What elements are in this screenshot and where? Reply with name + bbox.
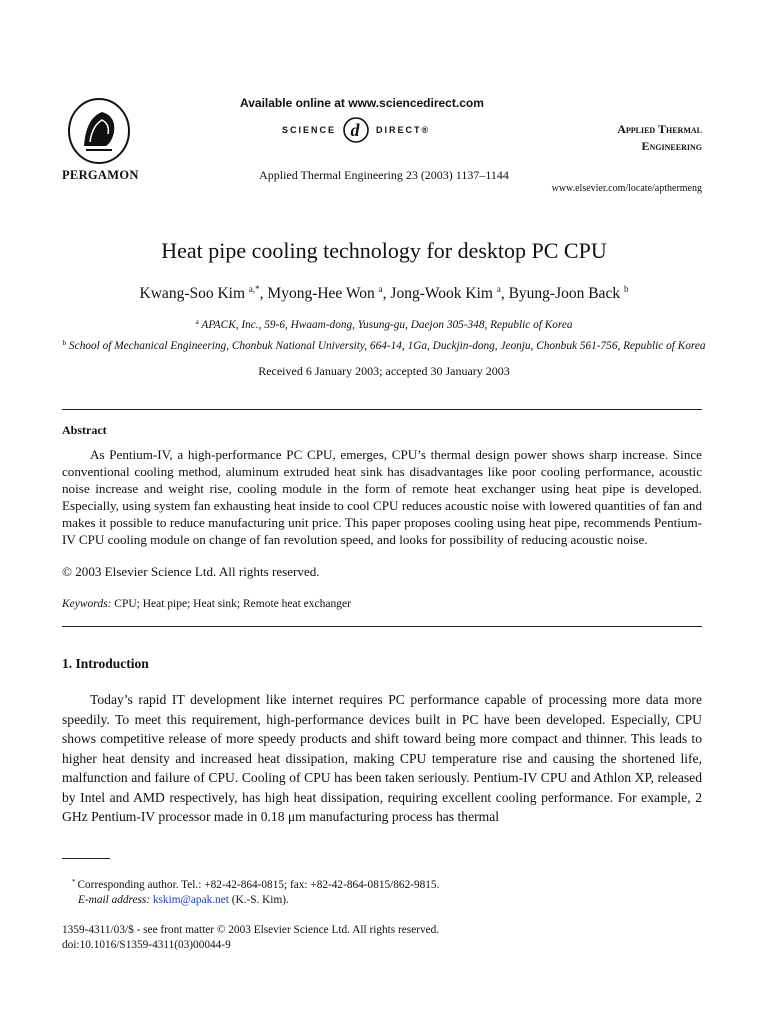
section-heading: 1. Introduction [62, 656, 149, 671]
keywords [62, 598, 351, 610]
sciencedirect-logo [282, 116, 430, 144]
author-separator: , [500, 285, 509, 302]
keywords-list: CPU; Heat pipe; Heat sink; Remote heat exchanger [114, 598, 351, 610]
direct-word: DIRECT® [376, 125, 431, 135]
received-dates: Received 6 January 2003; accepted 30 January 2003 [258, 364, 510, 378]
author-separator: , [259, 285, 268, 302]
svg-text:d: d [350, 120, 362, 140]
author-list [0, 284, 768, 303]
journal-url[interactable]: www.elsevier.com/locate/apthermeng [551, 183, 702, 194]
email-link[interactable]: kskim@apak.net [152, 894, 229, 906]
available-online-text: Available online at www.sciencedirect.com [240, 96, 484, 110]
affiliation-b: $^b$ School of Mechanical Engineering, Chonbuk National University, 664-14, 1Ga, Duckjin-dong, Jeonju, Chonbuk 561-756, Republic of Korea [62, 338, 706, 352]
footnote-rule [62, 858, 110, 859]
abstract-copyright: © 2003 Elsevier Science Ltd. All rights reserved. [62, 564, 320, 579]
journal-name [542, 121, 702, 155]
doi-line[interactable]: doi:10.1016/S1359-4311(03)00044-9 [62, 939, 231, 951]
elsevier-tree-logo [66, 96, 132, 166]
author-affiliation-mark: a [378, 284, 383, 294]
journal-name-line2: Engineering [641, 139, 702, 153]
affiliations [60, 313, 708, 355]
paper-title: Heat pipe cooling technology for desktop PC CPU [161, 238, 607, 263]
journal-name-line1: Applied Thermal [617, 122, 702, 136]
issn-line: 1359-4311/03/$ - see front matter © 2003 Elsevier Science Ltd. All rights reserved. [62, 924, 440, 936]
footnote-email [78, 894, 289, 906]
author-affiliation-mark: a,* [248, 284, 260, 294]
author-separator: , [382, 285, 391, 302]
divider [62, 626, 702, 627]
affiliation-a: $^a$ APACK, Inc., 59-6, Hwaam-dong, Yusung-gu, Daejon 305-348, Republic of Korea [195, 317, 573, 331]
divider [62, 409, 702, 410]
email-suffix: (K.-S. Kim). [231, 894, 289, 906]
email-label: E-mail address: [78, 894, 151, 906]
abstract-body: As Pentium-IV, a high-performance PC CPU, emerges, CPU’s thermal design power shows sharp increase. Since conventional cooling method, aluminum extruded heat sink has disadvantages like poor cooling performance, acoustic noise increase and weight rise, cooling module in the form of remote heat exchanger using heat pipe is developed. Especially, using system fan exhausting heat inside to cool CPU reduces acoustic noise with lowered quantities of fan and makes it possible to reduce manufacturing unit price. This paper proposes cooling using heat pipe, recommends Pentium-IV CPU cooling module on change of fan revolution speed, and looks for possibility of reducing acoustic noise. [62, 447, 702, 547]
author-affiliation-mark: b [623, 284, 629, 294]
sciencedirect-d-icon [342, 116, 370, 144]
intro-body: Today’s rapid IT development like internet requires PC performance capable of processing more data more speedily. To meet this requirement, high-performance devices built in PC have been developed. Especially, CPU shows competitive release of more speedy products and shift toward being more compact and thinner. This leads to higher heat density and increased heat dissipation, making CPU temperature rise and causing the shortened life, malfunction and failure of CPU. Cooling of CPU has been taken seriously. Pentium-IV CPU and Athlon XP, released by Intel and AMD respectively, has high heat dissipation, requiring excellent cooling performance. For example, 2 GHz Pentium-IV processor made in 0.18 μm manufacturing process has thermal [62, 692, 702, 824]
author-name: Kwang-Soo Kim [139, 285, 246, 302]
author-name: Byung-Joon Back [508, 285, 621, 302]
science-word: SCIENCE [282, 125, 337, 135]
journal-citation: Applied Thermal Engineering 23 (2003) 1137–1144 [259, 168, 509, 182]
footnote-corresponding: * Corresponding author. Tel.: +82-42-864-0815; fax: +82-42-864-0815/862-9815. [72, 878, 440, 891]
author-name: Myong-Hee Won [267, 285, 375, 302]
publisher-name: PERGAMON [62, 168, 139, 182]
abstract-heading: Abstract [62, 423, 107, 437]
keywords-label: Keywords: [62, 598, 112, 610]
author-affiliation-mark: a [496, 284, 501, 294]
author-name: Jong-Wook Kim [390, 285, 493, 302]
